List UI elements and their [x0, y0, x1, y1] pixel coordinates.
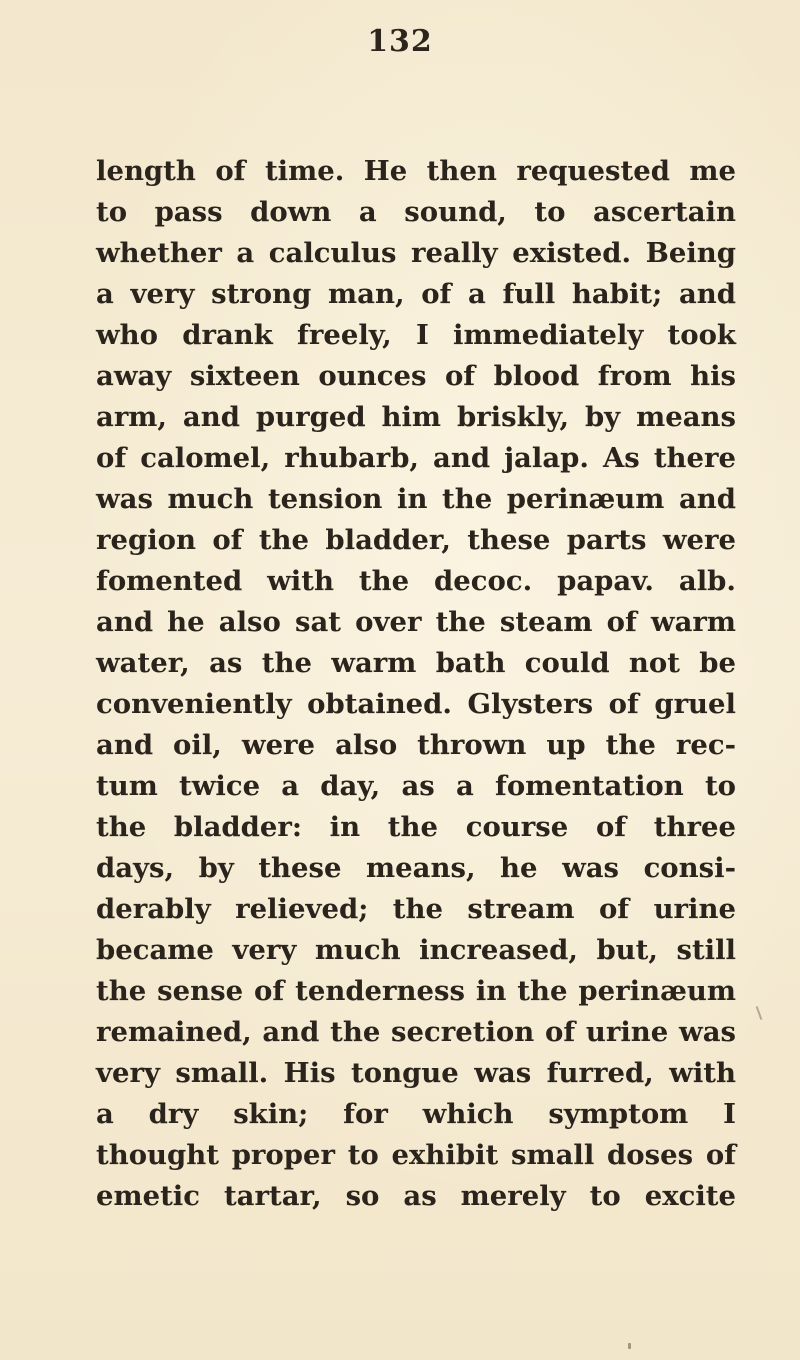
text-line: the sense of tenderness in the perinæum — [96, 975, 736, 1007]
stray-ink-mark — [756, 1006, 763, 1020]
text-line: remained, and the secretion of urine was — [96, 1016, 736, 1048]
text-line: fomented with the decoc. papav. alb. — [96, 565, 736, 597]
text-line: emetic tartar, so as merely to excite — [96, 1180, 736, 1212]
text-line: tum twice a day, as a fomentation to — [96, 770, 736, 802]
page-number: 132 — [367, 24, 433, 59]
text-line: a dry skin; for which symptom I — [96, 1098, 736, 1130]
text-line: very small. His tongue was furred, with — [96, 1057, 736, 1089]
text-line: water, as the warm bath could not be — [96, 647, 736, 679]
text-line: a very strong man, of a full habit; and — [96, 278, 736, 310]
text-line: away sixteen ounces of blood from his — [96, 360, 736, 392]
text-line: region of the bladder, these parts were — [96, 524, 736, 556]
text-line: derably relieved; the stream of urine — [96, 893, 736, 925]
text-line: the bladder: in the course of three — [96, 811, 736, 843]
text-line: thought proper to exhibit small doses of — [96, 1139, 736, 1171]
text-line: and oil, were also thrown up the rec- — [96, 729, 736, 761]
text-line: of calomel, rhubarb, and jalap. As there — [96, 442, 736, 474]
body-text — [96, 151, 736, 1217]
text-line: to pass down a sound, to ascertain — [96, 196, 736, 228]
text-line: and he also sat over the steam of warm — [96, 606, 736, 638]
text-line: conveniently obtained. Glysters of gruel — [96, 688, 736, 720]
text-line: whether a calculus really existed. Being — [96, 237, 736, 269]
text-line: days, by these means, he was consi- — [96, 852, 736, 884]
text-line: arm, and purged him briskly, by means — [96, 401, 736, 433]
text-line: became very much increased, but, still — [96, 934, 736, 966]
stray-ink-dot — [628, 1343, 631, 1349]
text-line: length of time. He then requested me — [96, 155, 736, 187]
text-line: who drank freely, I immediately took — [96, 319, 736, 351]
text-line: was much tension in the perinæum and — [96, 483, 736, 515]
